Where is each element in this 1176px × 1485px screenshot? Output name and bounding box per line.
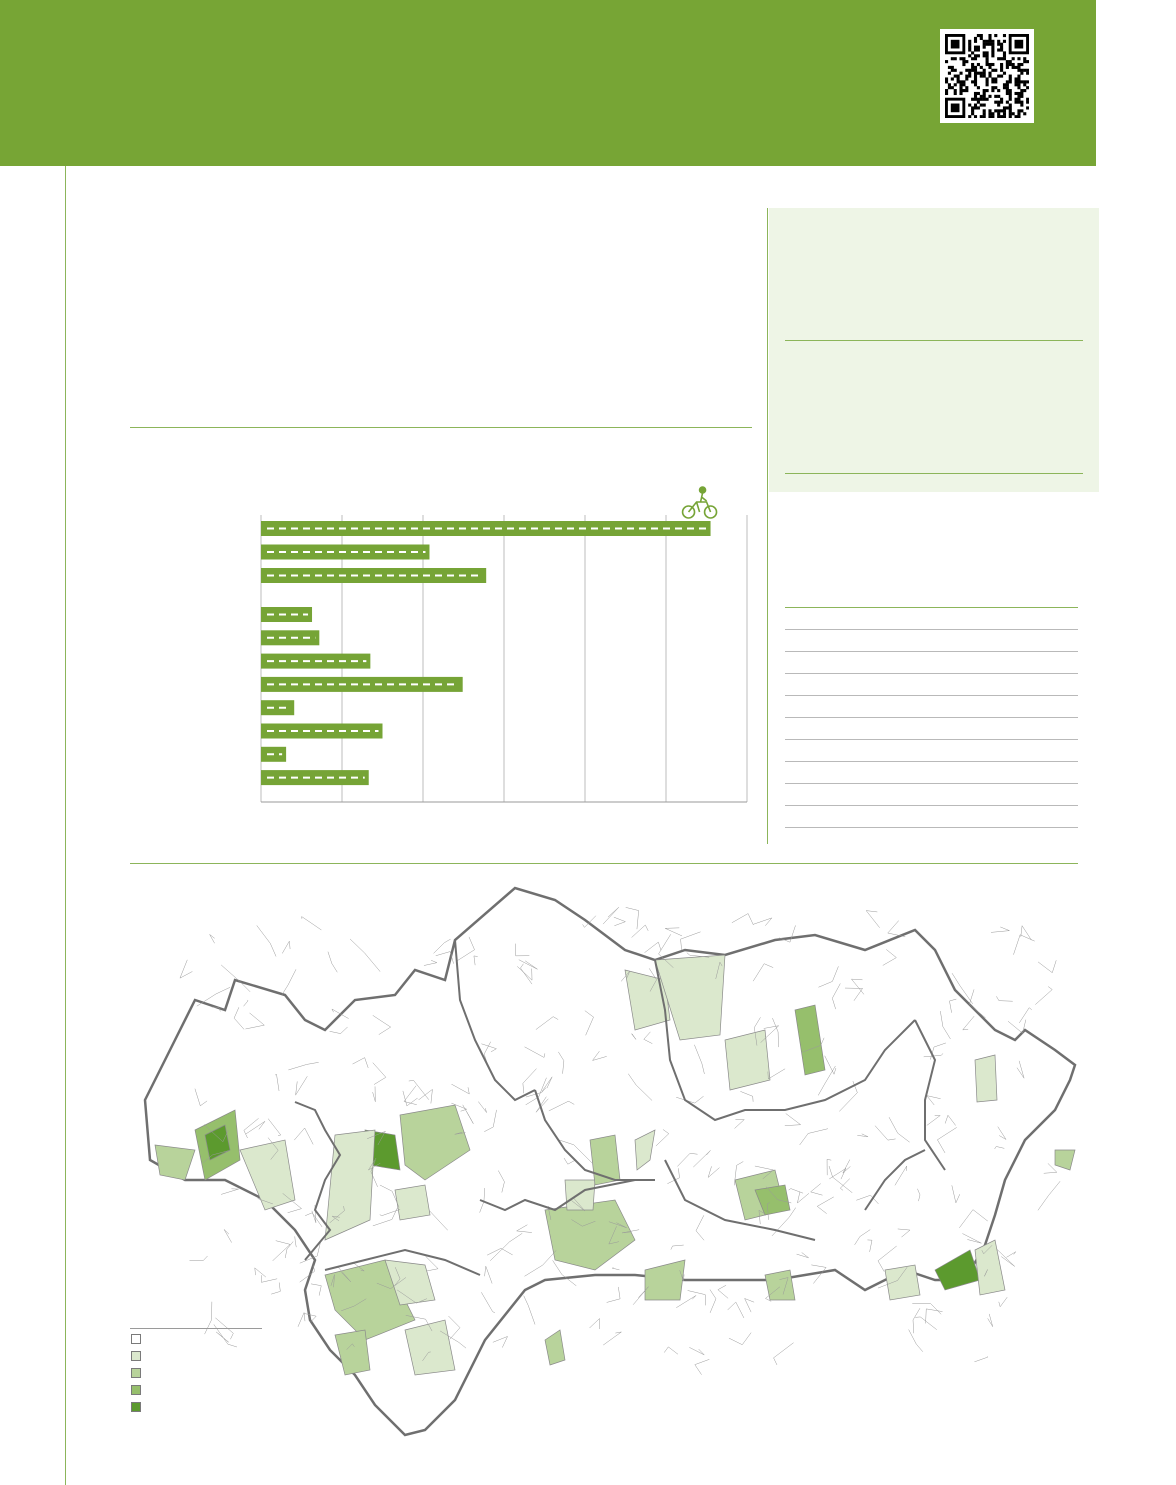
municipality-boundary: [1006, 1252, 1015, 1258]
sidebar-rule-1: [785, 340, 1083, 341]
legend-swatch: [131, 1351, 141, 1361]
table-rule: [785, 651, 1078, 652]
municipality-boundary: [866, 911, 880, 928]
municipality-boundary: [991, 927, 1009, 932]
table-rule: [785, 717, 1078, 718]
municipality-boundary: [493, 1336, 508, 1347]
municipality-boundary: [180, 960, 192, 978]
municipality-boundary: [261, 1275, 277, 1282]
municipality-boundary: [732, 914, 753, 925]
municipality-boundary: [607, 1287, 620, 1302]
map-area: [1055, 1150, 1075, 1170]
bicycle-icon: [683, 487, 717, 518]
municipality-boundary: [632, 925, 649, 938]
legend-swatch: [131, 1368, 141, 1378]
table-rule: [785, 783, 1078, 784]
sidebar-rule-2: [785, 473, 1083, 474]
municipality-boundary: [1038, 1181, 1060, 1210]
map-area: [545, 1330, 565, 1365]
table-rule: [785, 827, 1078, 828]
municipality-boundary: [729, 1333, 751, 1345]
municipality-boundary: [282, 941, 290, 953]
municipality-boundary: [210, 934, 215, 943]
municipality-boundary: [753, 918, 771, 926]
municipality-boundary: [350, 939, 380, 972]
municipality-boundary: [626, 907, 639, 929]
municipality-boundary: [689, 1347, 704, 1354]
municipality-boundary: [974, 1356, 987, 1362]
municipality-boundary: [189, 1256, 207, 1260]
municipality-boundary: [1013, 935, 1034, 955]
municipality-boundary: [524, 1296, 535, 1325]
map-area: [335, 1330, 370, 1375]
municipality-boundary: [614, 917, 626, 926]
municipality-boundary: [926, 1309, 943, 1324]
municipality-boundary: [295, 1236, 297, 1247]
header-banner: [0, 0, 1096, 166]
table-rule: [785, 739, 1078, 740]
table-rule: [785, 695, 1078, 696]
regional-map: [125, 880, 1085, 1440]
municipality-boundary: [221, 1189, 238, 1195]
municipality-boundary: [718, 1285, 728, 1298]
section-rule-map: [130, 863, 1078, 864]
legend-swatch: [131, 1385, 141, 1395]
municipality-boundary: [996, 996, 1012, 1001]
municipality-boundary: [999, 1297, 1007, 1307]
sidebar-panel: [769, 208, 1099, 492]
municipality-boundary: [216, 1332, 228, 1342]
map-area: [975, 1240, 1005, 1295]
municipality-boundary: [645, 942, 661, 953]
municipality-boundary: [434, 939, 451, 953]
map-area: [975, 1055, 997, 1102]
municipality-boundary: [1035, 987, 1052, 1005]
municipality-boundary: [590, 1319, 600, 1330]
municipality-boundary: [710, 1290, 716, 1313]
municipality-boundary: [909, 1330, 923, 1352]
table-rule: [785, 673, 1078, 674]
municipality-boundary: [774, 1343, 794, 1365]
municipality-boundary: [255, 1268, 266, 1277]
table-rule: [785, 629, 1078, 630]
municipality-boundary: [302, 917, 322, 930]
sidebar-divider: [767, 208, 768, 844]
municipality-boundary: [273, 1241, 291, 1261]
municipality-boundary: [1008, 1020, 1026, 1034]
municipality-boundary: [328, 952, 337, 973]
municipality-boundary: [257, 925, 276, 956]
map-area: [395, 1185, 430, 1220]
table-rule: [785, 805, 1078, 806]
municipality-boundary: [665, 928, 682, 936]
municipality-boundary: [603, 907, 619, 924]
municipality-boundary: [1038, 960, 1056, 972]
map-area: [885, 1265, 920, 1300]
municipality-boundary: [688, 1290, 706, 1305]
legend-swatch: [131, 1402, 141, 1412]
municipality-boundary: [681, 932, 701, 950]
map-area: [725, 1030, 770, 1090]
municipality-boundary: [1021, 926, 1032, 940]
legend-rule: [130, 1328, 262, 1329]
municipality-boundary: [664, 1347, 678, 1354]
municipality-boundary: [282, 969, 296, 994]
municipality-boundary: [205, 1302, 212, 1334]
bar-chart: [190, 480, 760, 810]
bar: [261, 700, 294, 715]
municipality-boundary: [913, 1308, 920, 1333]
municipality-boundary: [298, 1313, 305, 1327]
municipality-boundary: [988, 1314, 993, 1327]
municipality-boundary: [224, 1229, 232, 1242]
qr-code-icon[interactable]: [940, 29, 1034, 123]
legend-swatch: [131, 1334, 141, 1344]
municipality-boundary: [695, 1359, 710, 1374]
municipality-boundary: [745, 1298, 755, 1312]
municipality-boundary: [424, 960, 437, 965]
municipality-boundary: [603, 1332, 621, 1345]
table-rule: [785, 607, 1078, 608]
municipality-boundary: [271, 1283, 280, 1295]
left-margin-rule: [65, 166, 66, 1485]
table-rule: [785, 761, 1078, 762]
municipality-boundary: [728, 1302, 744, 1318]
section-rule-chart: [130, 427, 752, 428]
